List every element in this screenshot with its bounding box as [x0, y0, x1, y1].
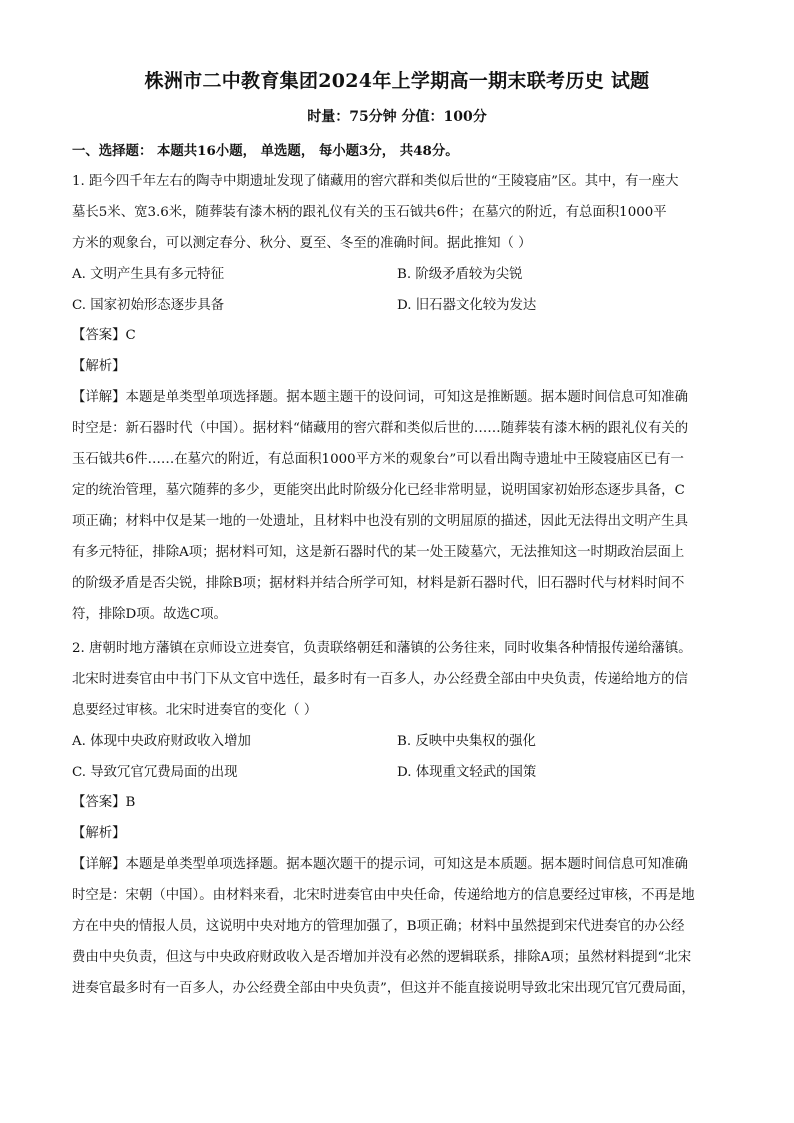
q2-detail-line: 进奏官最多时有一百多人，办公经费全部由中央负责”，但这并不能直接说明导致北宋出现冗官冗费局面，	[72, 981, 695, 996]
q1-detail-line: 符，排除D项。故选C项。	[72, 607, 227, 622]
q1-option-d: D. 旧石器文化较为发达	[397, 298, 537, 313]
q2-option-b: B. 反映中央集权的强化	[397, 734, 536, 749]
q2-option-d: D. 体现重文轻武的国策	[397, 765, 537, 780]
q1-analysis-label: 【解析】	[72, 359, 126, 374]
q2-stem-line: 北宋时进奏官由中书门下从文官中选任，最多时有一百多人，办公经费全部由中央负责，传递给地方的信	[72, 672, 688, 687]
q1-option-c: C. 国家初始形态逐步具备	[72, 298, 225, 313]
q2-option-c: C. 导致冗官冗费局面的出现	[72, 765, 238, 780]
q2-answer: 【答案】B	[72, 795, 136, 810]
q1-detail-line: 【详解】本题是单类型单项选择题。据本题主题干的设问词，可知这是推断题。据本题时间信息可知准确	[72, 390, 688, 405]
q1-detail-line: 玉石钺共6件……在墓穴的附近，有总面积1000平方米的观象台”可以看出陶寺遗址中王陵寝庙区已有一	[72, 452, 684, 467]
exam-info: 时量：75分钟 分值：100分	[307, 109, 487, 125]
q1-answer: 【答案】C	[72, 328, 136, 343]
q2-stem-line: 息要经过审核。北宋时进奏官的变化（ ）	[72, 703, 318, 718]
q2-detail-line: 时空是：宋朝（中国）。由材料来看，北宋时进奏官由中央任命，传递给地方的信息要经过审核，不再是地	[72, 888, 695, 903]
q1-stem-line: 方米的观象台，可以测定春分、秋分、夏至、冬至的准确时间。据此推知（ ）	[72, 236, 532, 251]
q1-option-b: B. 阶级矛盾较为尖锐	[397, 267, 523, 282]
q2-detail-line: 费由中央负责，但这与中央政府财政收入是否增加并没有必然的逻辑联系，排除A项；虽然材料提到“北宋	[72, 950, 692, 965]
q1-detail-line: 项正确；材料中仅是某一地的一处遗址，且材料中也没有别的文明屈原的描述，因此无法得出文明产生具	[72, 514, 688, 529]
q2-detail-line: 方在中央的情报人员，这说明中央对地方的管理加强了，B项正确；材料中虽然提到宋代进奏官的办公经	[72, 919, 685, 934]
page-title: 株洲市二中教育集团2024年上学期高一期末联考历史 试题	[144, 70, 650, 92]
q1-detail-line: 定的统治管理，墓穴随葬的多少，更能突出此时阶级分化已经非常明显，说明国家初始形态逐步具备，C	[72, 483, 685, 498]
q2-detail-line: 【详解】本题是单类型单项选择题。据本题次题干的提示词，可知这是本质题。据本题时间信息可知准确	[72, 857, 688, 872]
section-heading: 一、选择题： 本题共16小题， 单选题， 每小题3分， 共48分。	[72, 143, 459, 159]
q2-option-a: A. 体现中央政府财政收入增加	[72, 734, 251, 749]
q1-detail-line: 有多元特征，排除A项；据材料可知，这是新石器时代的某一处王陵墓穴，无法推知这一时期政治层面上	[72, 545, 685, 560]
q2-stem-line: 2. 唐朝时地方藩镇在京师设立进奏官，负责联络朝廷和藩镇的公务往来，同时收集各种情报传递给藩镇。	[72, 641, 692, 656]
q1-stem-line: 墓长5米、宽3.6米，随葬装有漆木柄的跟礼仪有关的玉石钺共6件；在墓穴的附近，有总面积1000平	[72, 205, 667, 220]
q2-analysis-label: 【解析】	[72, 826, 126, 841]
q1-option-a: A. 文明产生具有多元特征	[72, 267, 225, 282]
q1-detail-line: 的阶级矛盾是否尖锐，排除B项；据材料并结合所学可知，材料是新石器时代，旧石器时代与材料时间不	[72, 576, 685, 591]
q1-stem-line: 1. 距今四千年左右的陶寺中期遗址发现了储藏用的窖穴群和类似后世的“王陵寝庙”区。其中，有一座大	[72, 174, 679, 189]
q1-detail-line: 时空是：新石器时代（中国）。据材料“储藏用的窖穴群和类似后世的……随葬装有漆木柄的跟礼仪有关的	[72, 421, 689, 436]
